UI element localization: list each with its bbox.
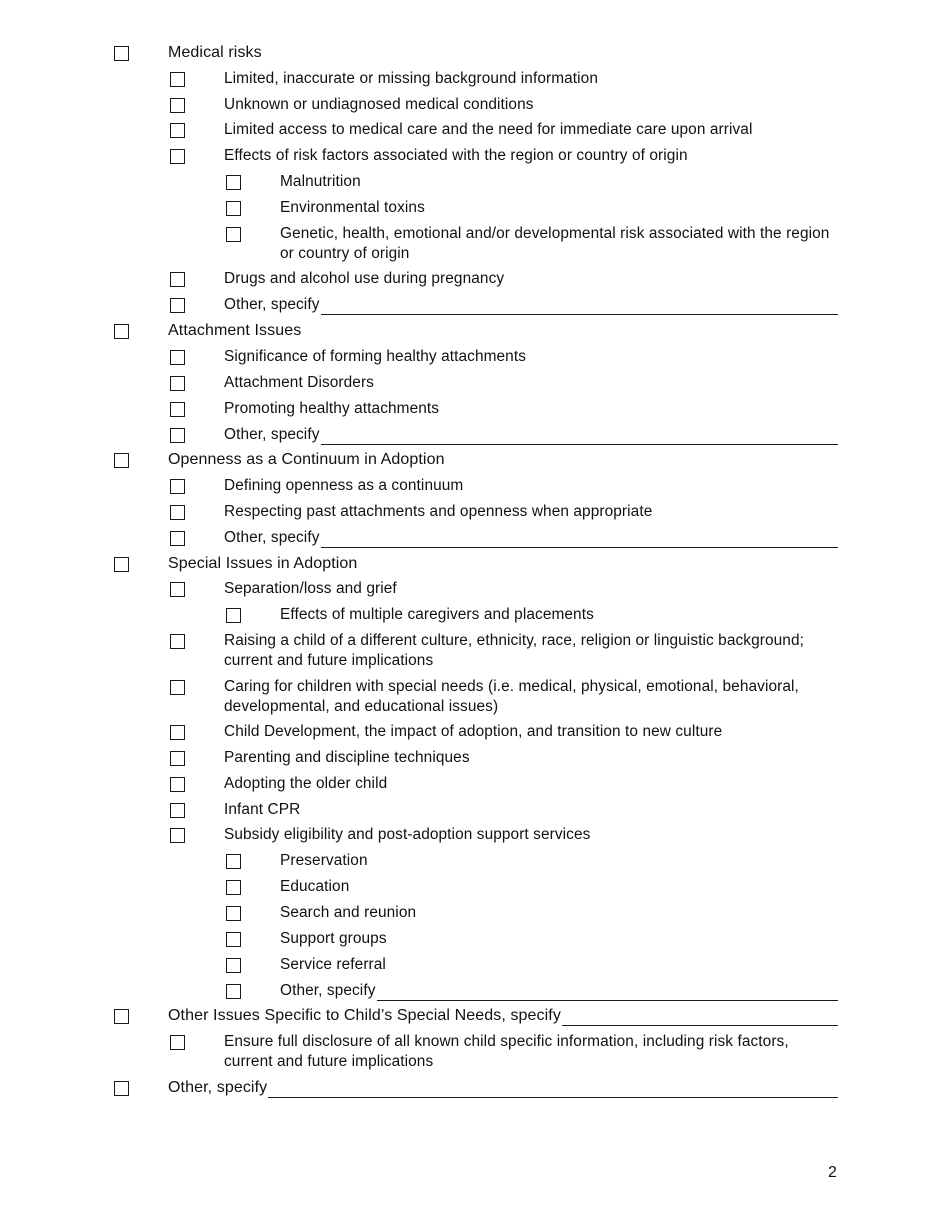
checklist-item-label: Limited access to medical care and the need for immediate care upon arrival [224, 121, 753, 138]
checkbox[interactable] [226, 906, 241, 921]
checkbox[interactable] [170, 298, 185, 313]
checklist-item-label: Environmental toxins [280, 199, 425, 216]
checklist-item-label: Child Development, the impact of adoption, and transition to new culture [224, 723, 723, 740]
checkbox[interactable] [226, 984, 241, 999]
checklist-item-label: Other, specify [224, 529, 320, 546]
checkbox[interactable] [114, 1081, 129, 1096]
checklist-item-label: Attachment Issues [168, 322, 302, 339]
specify-input-line[interactable] [562, 1011, 838, 1026]
checkbox[interactable] [170, 123, 185, 138]
checkbox[interactable] [170, 828, 185, 843]
checklist-item-label: Adopting the older child [224, 775, 388, 792]
checklist-item-label: Drugs and alcohol use during pregnancy [224, 270, 505, 287]
checklist-item-label: Support groups [280, 930, 387, 947]
checkbox[interactable] [170, 531, 185, 546]
checkbox[interactable] [170, 803, 185, 818]
checkbox[interactable] [170, 634, 185, 649]
specify-input-line[interactable] [268, 1083, 838, 1098]
checkbox[interactable] [170, 751, 185, 766]
checkbox[interactable] [170, 777, 185, 792]
checkbox[interactable] [226, 201, 241, 216]
page-number: 2 [828, 1164, 837, 1181]
checklist-item-label: Education [280, 878, 350, 895]
checkbox[interactable] [226, 880, 241, 895]
specify-input-line[interactable] [321, 533, 839, 548]
checkbox[interactable] [226, 608, 241, 623]
checklist-item-label: Defining openness as a continuum [224, 477, 464, 494]
checkbox[interactable] [226, 854, 241, 869]
checklist-item-label: Promoting healthy attachments [224, 400, 440, 417]
checkbox[interactable] [170, 680, 185, 695]
checklist-item-label: Special Issues in Adoption [168, 555, 358, 572]
checkbox[interactable] [170, 725, 185, 740]
specify-input-line[interactable] [321, 300, 839, 315]
specify-input-line[interactable] [321, 430, 839, 445]
checklist-item-label: Significance of forming healthy attachments [224, 348, 527, 365]
checkbox[interactable] [170, 479, 185, 494]
checklist-item-label: Openness as a Continuum in Adoption [168, 451, 445, 468]
checklist-item-label: Infant CPR [224, 801, 301, 818]
checkbox[interactable] [170, 505, 185, 520]
checklist-item-label: Limited, inaccurate or missing background information [224, 70, 598, 87]
checklist-item-label: Effects of multiple caregivers and placements [280, 606, 594, 623]
checklist-item-label: Unknown or undiagnosed medical conditions [224, 96, 534, 113]
checklist-item-label: Genetic, health, emotional and/or developmental risk associated with the region or country of origin [280, 225, 830, 262]
checkbox[interactable] [170, 350, 185, 365]
checklist-item-label: Other, specify [224, 426, 320, 443]
checklist-item-label: Other, specify [224, 296, 320, 313]
checkbox[interactable] [114, 324, 129, 339]
checkbox[interactable] [170, 98, 185, 113]
checklist-item-label: Preservation [280, 852, 368, 869]
checkbox[interactable] [114, 557, 129, 572]
checklist-item-label: Subsidy eligibility and post-adoption support services [224, 826, 591, 843]
checkbox[interactable] [226, 227, 241, 242]
checklist-item-label: Raising a child of a different culture, ethnicity, race, religion or linguistic background; current and future implications [224, 632, 804, 669]
checkbox[interactable] [226, 932, 241, 947]
checkbox[interactable] [170, 149, 185, 164]
checkbox[interactable] [114, 453, 129, 468]
checkbox[interactable] [114, 46, 129, 61]
checklist-item-label: Search and reunion [280, 904, 417, 921]
checklist-item-label: Other, specify [280, 982, 376, 999]
specify-input-line[interactable] [377, 986, 839, 1001]
checklist-item-label: Caring for children with special needs (i.e. medical, physical, emotional, behavioral, developmental, and educational issues) [224, 678, 799, 715]
checklist-item-label: Other Issues Specific to Child’s Special Needs, specify [168, 1007, 561, 1024]
checklist-item-label: Other, specify [168, 1079, 268, 1096]
checklist-item-label: Malnutrition [280, 173, 361, 190]
checklist-item-label: Effects of risk factors associated with the region or country of origin [224, 147, 688, 164]
checkbox[interactable] [170, 402, 185, 417]
checklist-item-label: Respecting past attachments and openness when appropriate [224, 503, 653, 520]
checkbox[interactable] [170, 272, 185, 287]
checkbox[interactable] [170, 72, 185, 87]
checkbox[interactable] [170, 376, 185, 391]
checkbox[interactable] [226, 175, 241, 190]
checkbox[interactable] [114, 1009, 129, 1024]
checklist-item-label: Parenting and discipline techniques [224, 749, 470, 766]
checklist-item-label: Medical risks [168, 44, 262, 61]
checklist-item-label: Separation/loss and grief [224, 580, 397, 597]
checkbox[interactable] [170, 1035, 185, 1050]
checkbox[interactable] [170, 428, 185, 443]
checklist-item-label: Attachment Disorders [224, 374, 374, 391]
checklist-item-label: Ensure full disclosure of all known child specific information, including risk factors, current and future implications [224, 1033, 789, 1070]
checkbox[interactable] [226, 958, 241, 973]
checkbox[interactable] [170, 582, 185, 597]
checklist-item-label: Service referral [280, 956, 386, 973]
